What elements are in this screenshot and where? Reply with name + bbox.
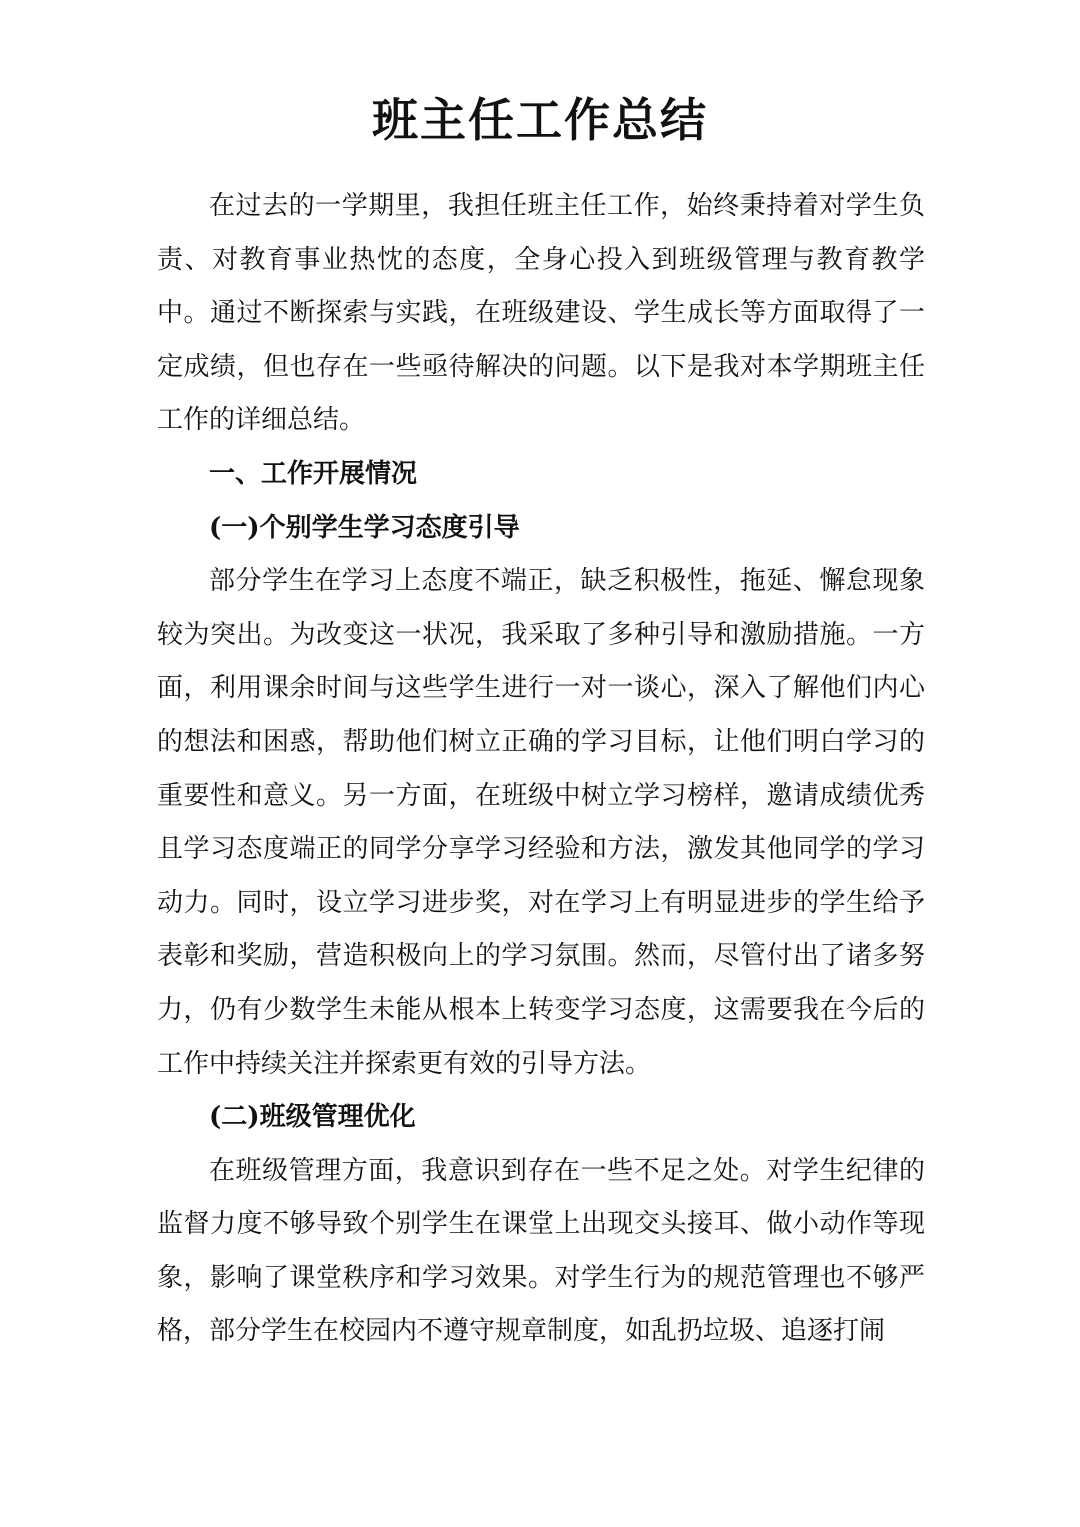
study-attitude-paragraph: 部分学生在学习上态度不端正，缺乏积极性，拖延、懈怠现象较为突出。为改变这一状况，我采取了多种引导和激励措施。一方面，利用课余时间与这些学生进行一对一谈心，深入了解他们内心的想法和困惑，帮助他们树立正确的学习目标，让他们明白学习的重要性和意义。另一方面，在班级中树立学习榜样，邀请成绩优秀且学习态度端正的同学分享学习经验和方法，激发其他同学的学习动力。同时，设立学习进步奖，对在学习上有明显进步的学生给予表彰和奖励，营造积极向上的学习氛围。然而，尽管付出了诸多努力，仍有少数学生未能从根本上转变学习态度，这需要我在今后的工作中持续关注并探索更有效的引导方法。 xyxy=(157,566,925,1079)
class-management-paragraph: 在班级管理方面，我意识到存在一些不足之处。对学生纪律的监督力度不够导致个别学生在课堂上出现交头接耳、做小动作等现象，影响了课堂秩序和学习效果。对学生行为的规范管理也不够严格，部分学生在校园内不遵守规章制度，如乱扔垃圾、追逐打闹 xyxy=(157,1155,925,1347)
document-body xyxy=(157,180,925,1359)
document-title: 班主任工作总结 xyxy=(372,93,708,147)
section-heading-work-progress: 一、工作开展情况 xyxy=(209,458,418,489)
intro-paragraph: 在过去的一学期里，我担任班主任工作，始终秉持着对学生负责、对教育事业热忱的态度，全身心投入到班级管理与教育教学中。通过不断探索与实践，在班级建设、学生成长等方面取得了一定成绩，但也存在一些亟待解决的问题。以下是我对本学期班主任工作的详细总结。 xyxy=(157,191,925,436)
subsection-heading-class-management: (二)班级管理优化 xyxy=(209,1102,416,1133)
subsection-heading-study-attitude: (一)个别学生学习态度引导 xyxy=(209,512,520,543)
